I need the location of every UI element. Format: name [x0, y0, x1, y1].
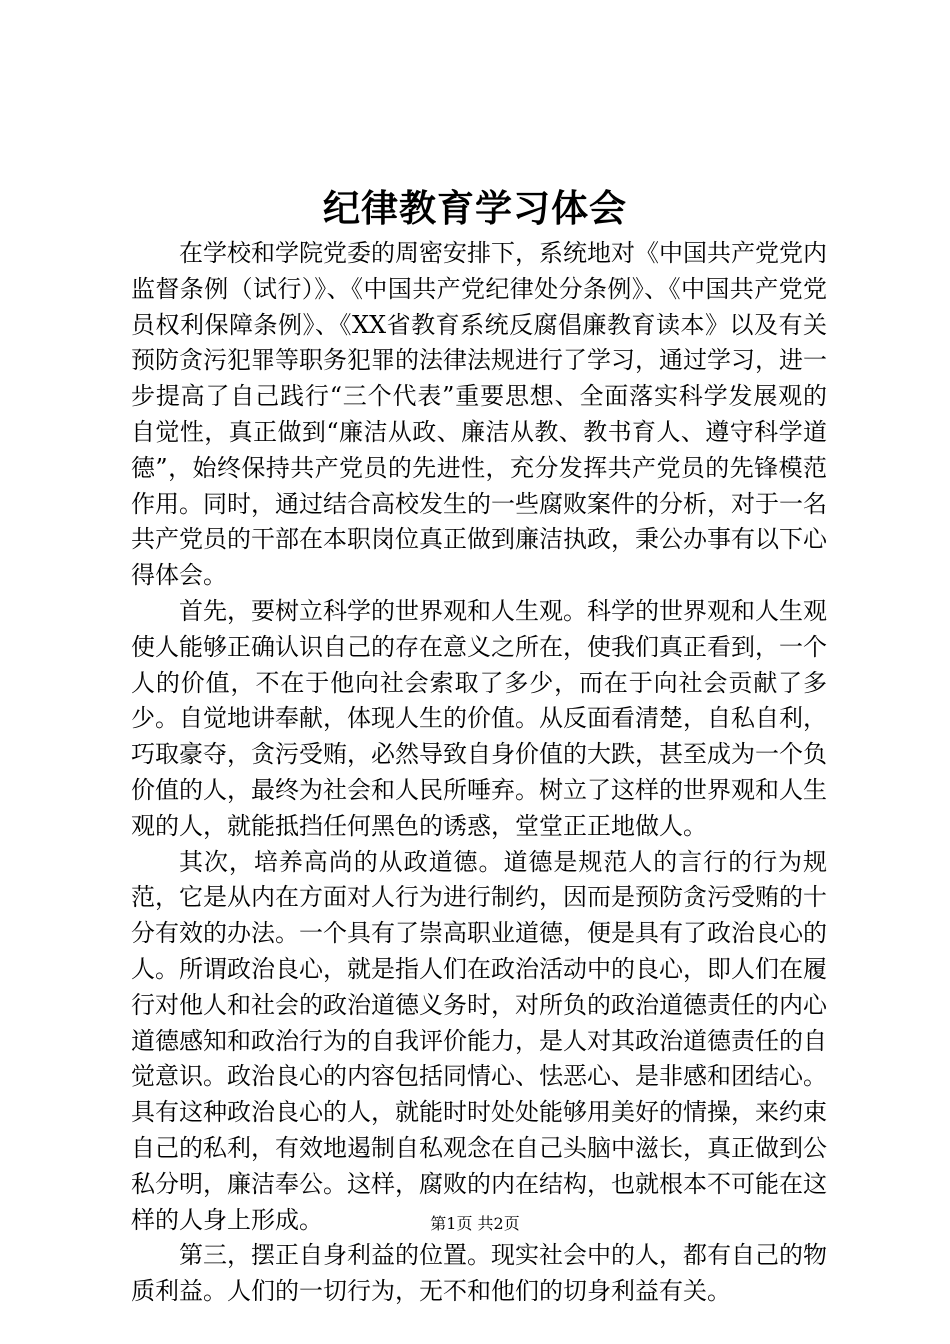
document-title: 纪律教育学习体会: [323, 186, 627, 230]
paragraph-third-point: 第三，摆正自身利益的位置。现实社会中的人，都有自己的物质利益。人们的一切行为，无不和他们的切身利益有关。: [131, 1241, 827, 1306]
paragraph-first-point: 首先，要树立科学的世界观和人生观。科学的世界观和人生观使人能够正确认识自己的存在意义之所在，使我们真正看到，一个人的价值，不在于他向社会索取了多少，而在于向社会贡献了多少。自觉地讲奉献，体现人生的价值。从反面看清楚，自私自利，巧取豪夺，贪污受贿，必然导致自身价值的大跌，甚至成为一个负价值的人，最终为社会和人民所唾弃。树立了这样的世界观和人生观的人，就能抵挡任何黑色的诱惑，堂堂正正地做人。: [131, 596, 827, 840]
paragraph-intro: 在学校和学院党委的周密安排下，系统地对《中国共产党党内监督条例（试行）》、《中国共产党纪律处分条例》、《中国共产党党员权利保障条例》、《XX省教育系统反腐倡廉教育读本》以及有关预防贪污犯罪等职务犯罪的法律法规进行了学习，通过学习，进一步提高了自己践行“三个代表”重要思想、全面落实科学发展观的自觉性，真正做到“廉洁从政、廉洁从教、教书育人、遵守科学道德”，始终保持共产党员的先进性，充分发挥共产党员的先锋模范作用。同时，通过结合高校发生的一些腐败案件的分析，对于一名共产党员的干部在本职岗位真正做到廉洁执政，秉公办事有以下心得体会。: [131, 239, 827, 590]
page-number: 第1页 共2页: [430, 1214, 520, 1233]
document-body: [131, 236, 827, 1310]
paragraph-second-point: 其次，培养高尚的从政道德。道德是规范人的言行的行为规范，它是从内在方面对人行为进行制约，因而是预防贪污受贿的十分有效的办法。一个具有了崇高职业道德，便是具有了政治良心的人。所谓政治良心，就是指人们在政治活动中的良心，即人们在履行对他人和社会的政治道德义务时，对所负的政治道德责任的内心道德感知和政治行为的自我评价能力，是人对其政治道德责任的自觉意识。政治良心的内容包括同情心、怯恶心、是非感和团结心。具有这种政治良心的人，就能时时处处能够用美好的情操，来约束自己的私利，有效地遏制自私观念在自己头脑中滋长，真正做到公私分明，廉洁奉公。这样，腐败的内在结构，也就根本不可能在这样的人身上形成。: [131, 847, 827, 1234]
